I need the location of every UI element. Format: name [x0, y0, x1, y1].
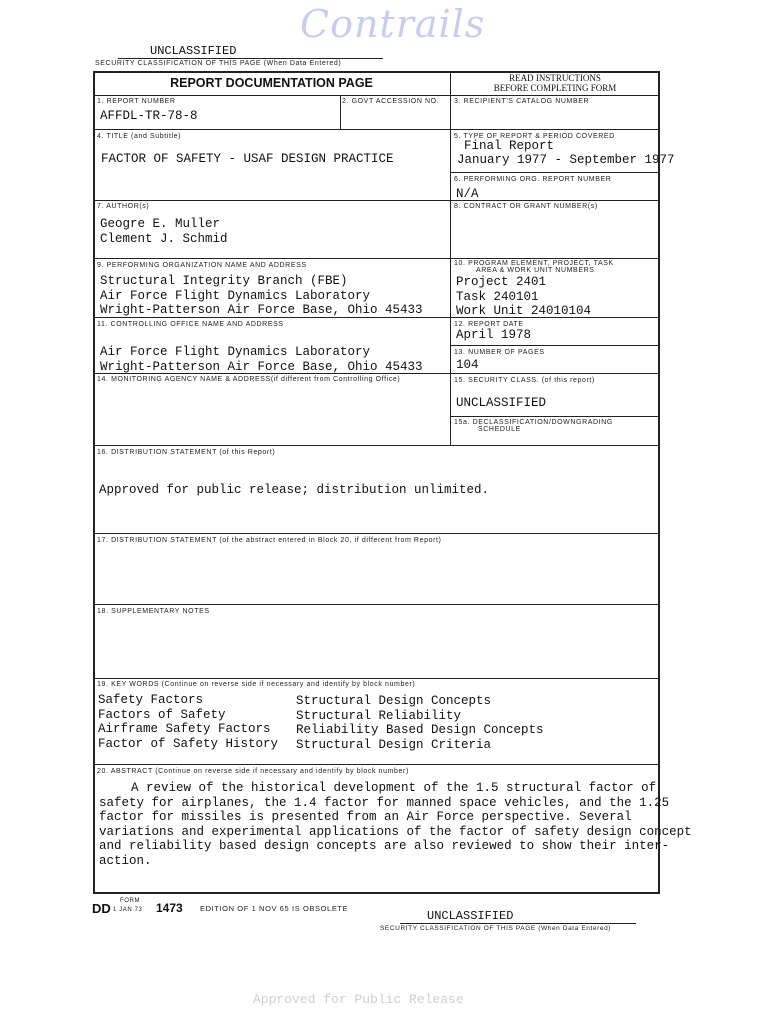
rule [93, 258, 660, 259]
controlling-office-value [100, 345, 423, 374]
security-class-label: 15. SECURITY CLASS. (of this report) [454, 377, 595, 384]
rule [93, 533, 660, 534]
report-period-value: January 1977 - September 1977 [457, 153, 675, 167]
instructions-line-1: READ INSTRUCTIONS [509, 73, 601, 83]
abstract-line: action. [99, 853, 152, 868]
rule [93, 200, 660, 201]
form-title: REPORT DOCUMENTATION PAGE [170, 76, 373, 90]
number-of-pages-value: 104 [456, 358, 479, 372]
key-words-left [98, 693, 278, 751]
address-line: Wright-Patterson Air Force Base, Ohio 45433 [100, 303, 423, 317]
address-line: Structural Integrity Branch (FBE) [100, 274, 348, 288]
rule [93, 764, 660, 765]
distribution-statement-label: 16. DISTRIBUTION STATEMENT (of this Report) [97, 449, 276, 456]
rule [93, 445, 660, 446]
abstract-label: 20. ABSTRACT (Continue on reverse side if necessary and identify by block number) [97, 768, 409, 775]
distribution-statement-value: Approved for public release; distribution unlimited. [99, 483, 490, 497]
author-label: 7. AUTHOR(s) [97, 203, 150, 210]
divider [340, 95, 341, 129]
abstract-text [99, 781, 692, 868]
key-word: Reliability Based Design Concepts [296, 723, 544, 737]
abstract-line: A review of the historical development of the 1.5 structural factor of [131, 781, 657, 795]
security-class-value: UNCLASSIFIED [456, 396, 547, 410]
divider [450, 71, 451, 445]
form-date: 1 JAN 73 [113, 907, 143, 913]
header-classification: UNCLASSIFIED [150, 44, 237, 58]
contract-number-label: 8. CONTRACT OR GRANT NUMBER(s) [454, 203, 598, 210]
key-word: Structural Design Criteria [296, 737, 492, 752]
key-word: Structural Design Concepts [296, 694, 492, 708]
title-label: 4. TITLE (and Subtitle) [97, 133, 182, 140]
abstract-distribution-label: 17. DISTRIBUTION STATEMENT (of the abstract entered in Block 20, if different from Report) [97, 537, 442, 544]
header-classification-underline [118, 58, 383, 59]
key-word: Safety Factors [98, 693, 204, 707]
report-type-value: Final Report [464, 139, 555, 153]
form-word: FORM [120, 898, 141, 904]
report-number-value: AFFDL-TR-78-8 [100, 109, 198, 123]
rule [450, 172, 660, 173]
report-date-label: 12. REPORT DATE [454, 321, 524, 328]
program-line: Project 2401 [456, 275, 547, 289]
abstract-line: and reliability based design concepts are also reviewed to show their inter- [99, 839, 670, 853]
key-word: Airframe Safety Factors [98, 722, 271, 736]
key-word: Factors of Safety [98, 707, 226, 722]
footer-classification: UNCLASSIFIED [427, 909, 514, 923]
supplementary-notes-label: 18. SUPPLEMENTARY NOTES [97, 608, 210, 615]
author-line: Geogre E. Muller [100, 217, 221, 231]
performing-org-label: 9. PERFORMING ORGANIZATION NAME AND ADDRESS [97, 262, 307, 269]
header-security-note: SECURITY CLASSIFICATION OF THIS PAGE (When Data Entered) [95, 60, 342, 67]
program-element-label-2: AREA & WORK UNIT NUMBERS [476, 267, 595, 274]
abstract-line: safety for airplanes, the 1.4 factor for manned space vehicles, and the 1.25 [99, 795, 670, 810]
watermark-approved: Approved for Public Release [253, 992, 464, 1007]
address-line: Air Force Flight Dynamics Laboratory [100, 345, 371, 359]
number-of-pages-label: 13. NUMBER OF PAGES [454, 349, 545, 356]
report-number-label: 1. REPORT NUMBER [97, 98, 176, 105]
author-line: Clement J. Schmid [100, 231, 228, 246]
program-element-value [456, 275, 591, 319]
key-word: Factor of Safety History [98, 736, 279, 751]
rule [93, 129, 660, 130]
program-line: Work Unit 24010104 [456, 304, 592, 318]
govt-accession-label: 2. GOVT ACCESSION NO. [342, 98, 440, 105]
key-words-label: 19. KEY WORDS (Continue on reverse side if necessary and identify by block number) [97, 681, 416, 688]
declassification-label-2: SCHEDULE [478, 426, 521, 433]
author-value [100, 217, 228, 246]
address-line: Wright-Patterson Air Force Base, Ohio 45433 [100, 359, 423, 374]
catalog-number-label: 3. RECIPIENT'S CATALOG NUMBER [454, 98, 590, 105]
edition-note: EDITION OF 1 NOV 65 IS OBSOLETE [200, 904, 349, 913]
key-word: Structural Reliability [296, 708, 462, 723]
declassification-label: 15a. DECLASSIFICATION/DOWNGRADING [454, 419, 613, 426]
title-value: FACTOR OF SAFETY - USAF DESIGN PRACTICE [101, 152, 394, 166]
rule [450, 416, 660, 417]
rule [93, 95, 660, 96]
rule [93, 604, 660, 605]
watermark-contrails: Contrails [300, 2, 486, 46]
performing-org-value [100, 274, 423, 318]
footer-security-note: SECURITY CLASSIFICATION OF THIS PAGE (When Data Entered) [380, 925, 612, 932]
footer-classification-underline [400, 923, 636, 924]
program-element-label: 10. PROGRAM ELEMENT, PROJECT, TASK [454, 260, 614, 267]
performing-report-number-label: 6. PERFORMING ORG. REPORT NUMBER [454, 176, 612, 183]
program-line: Task 240101 [456, 289, 539, 304]
rule [450, 345, 660, 346]
form-dd-mark: DD [92, 901, 111, 916]
report-date-value: April 1978 [456, 328, 532, 342]
controlling-office-label: 11. CONTROLLING OFFICE NAME AND ADDRESS [97, 321, 284, 328]
rule [93, 678, 660, 679]
monitoring-agency-label: 14. MONITORING AGENCY NAME & ADDRESS(if different from Controlling Office) [97, 376, 401, 383]
key-words-right [296, 694, 544, 752]
abstract-line: factor for missiles is presented from an Air Force perspective. Several [99, 810, 632, 824]
performing-report-number-value: N/A [456, 187, 479, 201]
instructions-line-2: BEFORE COMPLETING FORM [493, 83, 617, 93]
address-line: Air Force Flight Dynamics Laboratory [100, 288, 371, 303]
form-number: 1473 [156, 901, 183, 915]
abstract-line: variations and experimental applications of the factor of safety design concept [99, 824, 692, 839]
report-type-label: 5. TYPE OF REPORT & PERIOD COVERED [454, 133, 615, 140]
